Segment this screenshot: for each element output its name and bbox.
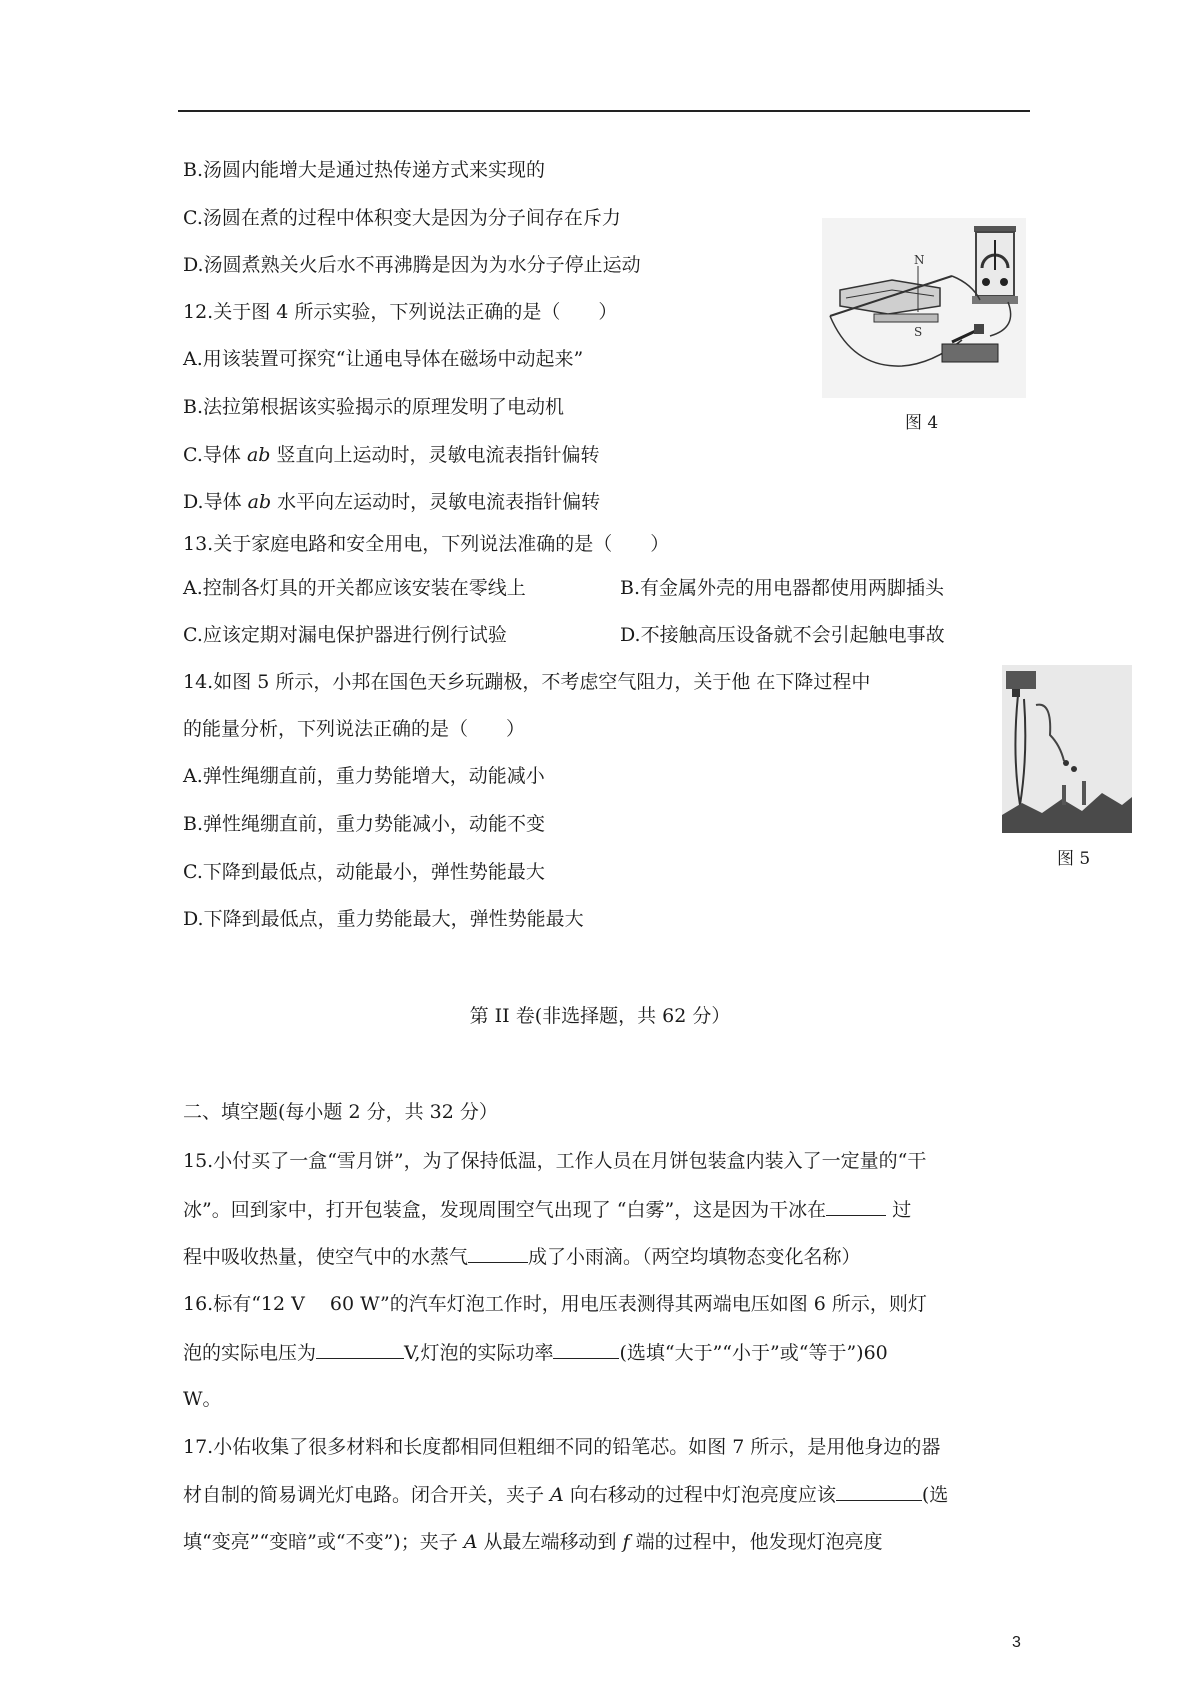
q17-blank-1: [836, 1482, 922, 1501]
q14-option-a: A.弹性绳绷直前，重力势能增大，动能减小: [183, 765, 545, 787]
q17-line2: 材自制的简易调光灯电路。闭合开关，夹子 A 向右移动的过程中灯泡亮度应该 (选: [183, 1484, 949, 1506]
q14-option-d: D.下降到最低点，重力势能最大，弹性势能最大: [183, 908, 584, 930]
q16-line1: 16.标有“12 V 60 W”的汽车灯泡工作时，用电压表测得其两端电压如图 6 所示，则灯: [183, 1293, 927, 1315]
q14-stem-line1: 14.如图 5 所示，小邦在国色天乡玩蹦极，不考虑空气阻力，关于他 在下降过程中: [183, 671, 871, 693]
q12-option-b: B.法拉第根据该实验揭示的原理发明了电动机: [183, 396, 565, 418]
q17-line1: 17.小佑收集了很多材料和长度都相同但粗细不同的铅笔芯。如图 7 所示，是用他身边的器: [183, 1436, 941, 1458]
fill-section-title: 二、填空题(每小题 2 分，共 32 分）: [183, 1101, 498, 1123]
q16-line3: W。: [183, 1388, 222, 1410]
q15-line2: 冰”。回到家中，打开包装盒，发现周围空气出现了 “白雾”，这是因为干冰在 过: [183, 1199, 912, 1221]
page-number: 3: [1012, 1634, 1021, 1651]
q14-stem-line2: 的能量分析，下列说法正确的是（ ）: [183, 718, 526, 740]
section-2-title: 第 II 卷(非选择题，共 62 分）: [469, 1005, 731, 1027]
header-rule: [178, 110, 1030, 112]
q13-option-d: D.不接触高压设备就不会引起触电事故: [620, 624, 945, 646]
q12-option-d: D.导体 ab 水平向左运动时，灵敏电流表指针偏转: [183, 491, 601, 513]
figure-4-illustration: [822, 218, 1026, 398]
q12-option-a: A.用该装置可探究“让通电导体在磁场中动起来”: [183, 348, 584, 370]
q11-option-d: D.汤圆煮熟关火后水不再沸腾是因为为水分子停止运动: [183, 254, 641, 276]
q13-option-b: B.有金属外壳的用电器都使用两脚插头: [620, 577, 945, 599]
q11-option-c: C.汤圆在煮的过程中体积变大是因为分子间存在斥力: [183, 207, 621, 229]
q13-option-c: C.应该定期对漏电保护器进行例行试验: [183, 624, 507, 646]
q13-stem: 13.关于家庭电路和安全用电，下列说法准确的是（ ）: [183, 533, 670, 555]
q14-option-b: B.弹性绳绷直前，重力势能减小，动能不变: [183, 813, 546, 835]
q17-line3: 填“变亮”“变暗”或“不变”)；夹子 A 从最左端移动到 f 端的过程中，他发现灯泡亮度: [183, 1531, 883, 1553]
svg-text:N: N: [914, 253, 925, 267]
q15-blank-1: [826, 1197, 886, 1216]
svg-text:S: S: [914, 325, 923, 339]
q13-option-a: A.控制各灯具的开关都应该安装在零线上: [183, 577, 526, 599]
q16-blank-2: [553, 1340, 619, 1359]
q16-blank-1: [316, 1340, 404, 1359]
q15-line1: 15.小付买了一盒“雪月饼”，为了保持低温，工作人员在月饼包装盒内装入了一定量的“干: [183, 1150, 927, 1172]
q12-stem: 12.关于图 4 所示实验，下列说法正确的是（ ）: [183, 301, 618, 323]
q12-option-c: C.导体 ab 竖直向上运动时，灵敏电流表指针偏转: [183, 444, 600, 466]
q15-line3: 程中吸收热量，使空气中的水蒸气 成了小雨滴。（两空均填物态变化名称）: [183, 1246, 861, 1268]
figure-4-caption: 图 4: [905, 413, 939, 433]
figure-5-caption: 图 5: [1057, 849, 1091, 869]
figure-5-illustration: [1002, 665, 1132, 833]
q15-blank-2: [468, 1244, 528, 1263]
q14-option-c: C.下降到最低点，动能最小，弹性势能最大: [183, 861, 545, 883]
q16-line2: 泡的实际电压为 V,灯泡的实际功率 (选填“大于”“小于”或“等于”)60: [183, 1342, 888, 1364]
q11-option-b: B.汤圆内能增大是通过热传递方式来实现的: [183, 159, 546, 181]
